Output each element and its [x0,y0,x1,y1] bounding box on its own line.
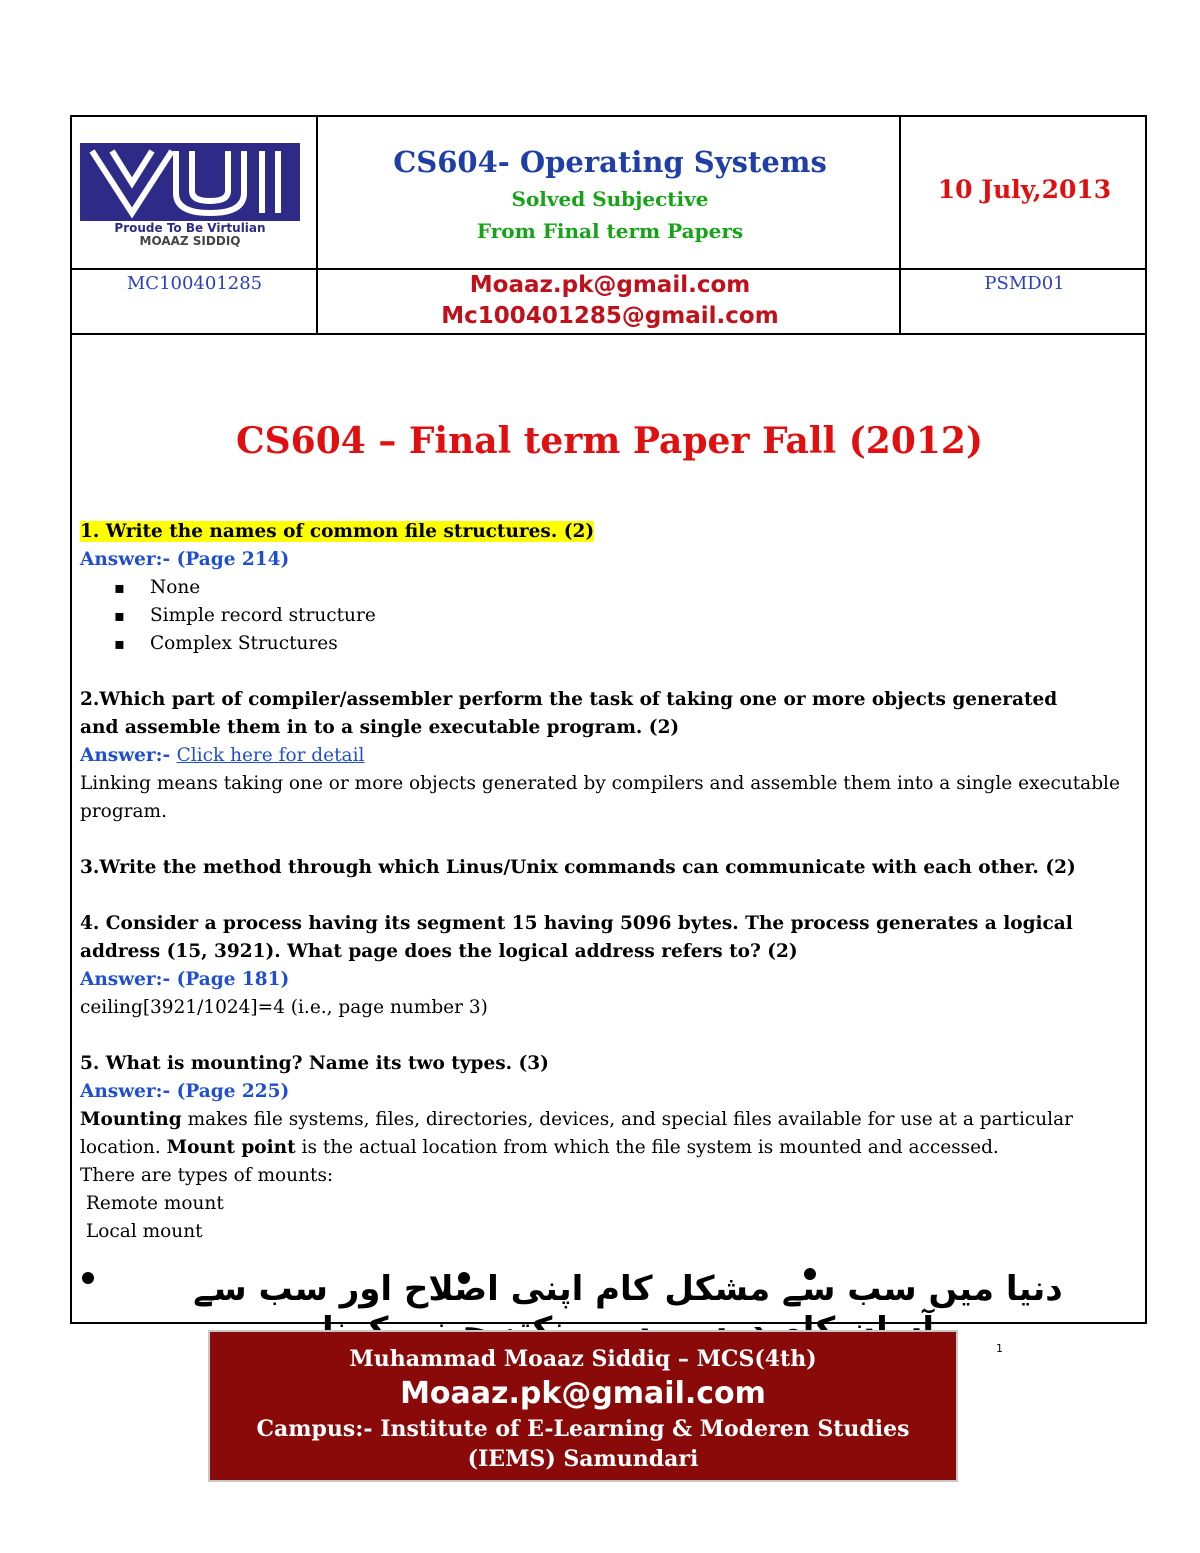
quote-mark-icon [82,1272,94,1284]
answer-5-text2: is the actual location from which the file system is mounted and accessed. [295,1137,999,1158]
logo-tagline-2: MOAAZ SIDDIQ [139,234,241,248]
urdu-quote [78,1268,1063,1330]
mount-type: Remote mount [86,1193,224,1214]
mount-type: Local mount [86,1221,203,1242]
question-4: 4. Consider a process having its segment 15 having 5096 bytes. The process generates a logical address (15, 3921). What page does the logical address refers to? (2) [80,913,1073,962]
detail-link[interactable]: Click here for detail [176,745,365,766]
question-2-line1: 2.Which part of compiler/assembler perform the task of taking one or more objects generated [80,689,1058,710]
subtitle-solved: Solved Subjective [511,187,709,211]
footer-city: (IEMS) Samundari [467,1446,699,1472]
course-title: CS604- Operating Systems [393,145,827,179]
question-2-line2: and assemble them in to a single executable program. (2) [80,717,680,738]
list-item: ▪ Simple record structure [80,602,1130,630]
footer-email: Moaaz.pk@gmail.com [400,1376,766,1411]
logo-tagline-1: Proude To Be Virtulian [114,221,266,235]
email-secondary: Mc100401285@gmail.com [441,303,779,329]
question-3: 3.Write the method through which Linus/Unix commands can communicate with each other. (2) [80,857,1076,878]
answer-1-list [80,574,1130,658]
email-primary: Moaaz.pk@gmail.com [469,272,751,298]
answer-5-text1: makes file systems, files, directories, devices, and special files available for use at a particular location. [80,1109,1073,1158]
table-divider [316,115,318,335]
list-item: ▪ None [80,574,1130,602]
term-mount-point: Mount point [166,1137,296,1158]
answer-4-body: ceiling[3921/1024]=4 (i.e., page number 3) [80,997,488,1018]
answer-4-label: Answer:- (Page 181) [80,969,290,990]
answer-1-label: Answer:- (Page 214) [80,549,290,570]
footer-name: Muhammad Moaaz Siddiq – MCS(4th) [349,1346,817,1372]
student-id: MC100401285 [126,273,263,294]
table-divider [70,268,1147,270]
questions-section [80,518,1130,1246]
answer-5-label: Answer:- (Page 225) [80,1081,290,1102]
answer-2-label: Answer:- [80,745,177,766]
table-divider [70,333,1147,335]
answer-5-types-intro: There are types of mounts: [80,1165,334,1186]
term-mounting: Mounting [80,1109,182,1130]
answer-2-body: Linking means taking one or more objects generated by compilers and assemble them into a single executable program. [80,773,1120,822]
footer-campus: Campus:- Institute of E-Learning & Moderen Studies [256,1416,910,1442]
code-label: PSMD01 [984,273,1065,294]
logo-tagline [80,222,300,248]
footer-banner [208,1330,958,1482]
date-label: 10 July,2013 [937,175,1112,204]
answer-5-body [80,1106,1130,1162]
paper-title: CS604 – Final term Paper Fall (2012) [236,420,983,462]
urdu-quote-text: دنیا میں سب سے مشکل کام اپنی اصلاح اور سب سے [193,1269,1063,1309]
question-1: 1. Write the names of common file structures. (2) [80,521,595,542]
subtitle-from: From Final term Papers [476,219,744,243]
logo-emblem [80,143,300,221]
question-5: 5. What is mounting? Name its two types. (3) [80,1053,549,1074]
list-item: ▪ Complex Structures [80,630,1130,658]
page-number: 1 [996,1342,1003,1355]
vu-logo [80,140,302,250]
